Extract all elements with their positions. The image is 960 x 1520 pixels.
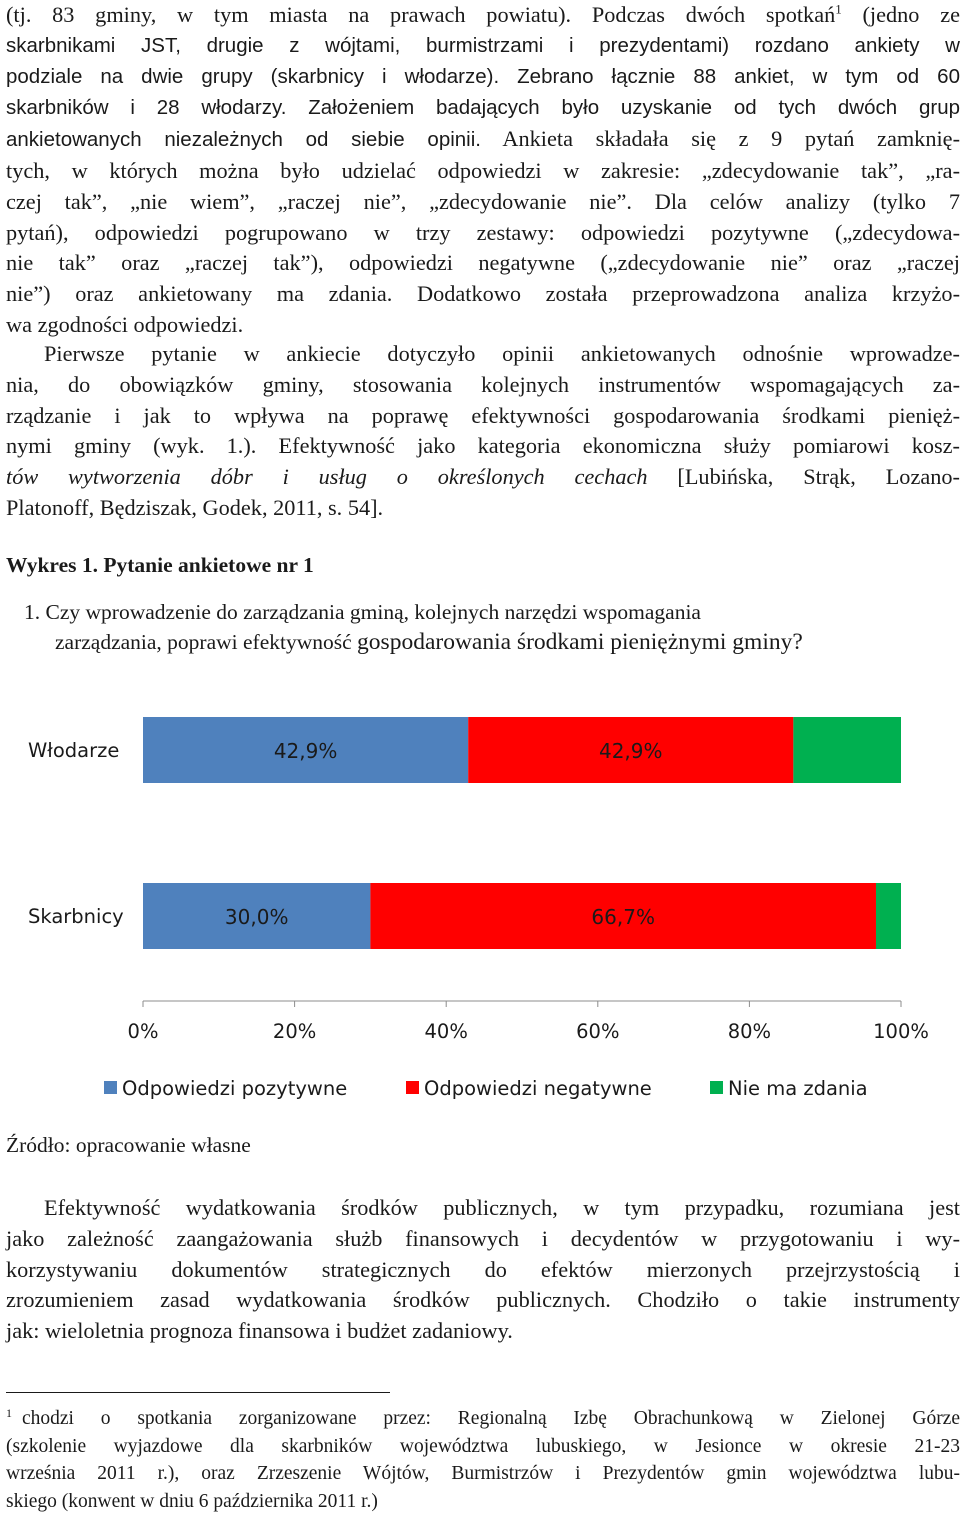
- efficiency-paragraph: [6, 1193, 960, 1347]
- x-tick-label: 20%: [272, 1020, 317, 1043]
- survey-question-line2: zarządzania, poprawi efektywność gospodarowania środkami pieniężnymi gminy?: [55, 629, 803, 655]
- data-label: 30,0%: [224, 905, 289, 929]
- legend-swatch: [710, 1081, 723, 1094]
- data-label: 66,7%: [591, 905, 655, 929]
- bar-segment: [793, 717, 901, 783]
- x-tick-label: 60%: [576, 1020, 620, 1043]
- citation: Platonoff, Będziszak, Godek, 2011, s. 54].: [6, 494, 384, 520]
- paragraph-line: Efektywność wydatkowania środków publicznych, w tym przypadku, rozumiana jest: [44, 1195, 960, 1220]
- legend-label: Odpowiedzi pozytywne: [122, 1077, 348, 1100]
- category-label: Skarbnicy: [28, 905, 124, 928]
- footnote-line: chodzi o spotkania zorganizowane przez: Regionalną Izbę Obrachunkową w Zielonej Górze: [22, 1408, 960, 1429]
- legend-swatch: [406, 1081, 419, 1094]
- x-tick-label: 40%: [424, 1020, 468, 1043]
- intro-line: pytań), odpowiedzi pogrupowano w trzy zestawy: odpowiedzi pozytywne („zdecydowa-: [6, 219, 960, 245]
- intro-line: Założeniem badających było uzyskanie od tych dwóch grup: [286, 96, 960, 120]
- intro-line: czej tak”, „nie wiem”, „raczej nie”, „zdecydowanie nie”. Dla celów analizy (tylko 7: [6, 188, 960, 214]
- footnote-number: 1: [6, 1405, 12, 1420]
- intro-line: wa zgodności odpowiedzi.: [6, 311, 244, 337]
- x-tick-label: 80%: [727, 1020, 772, 1043]
- legend-label: Nie ma zdania: [728, 1077, 868, 1100]
- x-tick-label: 0%: [127, 1020, 159, 1043]
- paragraph-line: nia, do obowiązków gminy, stosowania kolejnych instrumentów wspomagających za-: [6, 371, 960, 397]
- intro-line: podziale na dwie grupy (skarbnicy i włodarze). Zebrano łącznie 88 ankiet, w tym od 60: [6, 64, 960, 88]
- category-label: Włodarze: [28, 739, 120, 762]
- paragraph-line: rządzanie i jak to wpływa na poprawę efektywności gospodarowania środkami pienięż-: [6, 402, 960, 428]
- paragraph-line: jak: wieloletnia prognoza finansowa i budżet zadaniowy.: [6, 1318, 513, 1344]
- paragraph-line: zrozumieniem zasad wydatkowania środków publicznych. Chodziło o takie instrumenty: [6, 1287, 960, 1313]
- citation: [Lubińska, Strąk, Lozano-: [647, 464, 960, 490]
- stacked-bar-chart: [0, 660, 960, 1120]
- intro-line: (tj. 83 gminy, w tym miasta na prawach powiatu). Podczas dwóch spotkań: [6, 2, 836, 27]
- bar-segment: [876, 883, 901, 949]
- paragraph-line: jako zależność zaangażowania służb finansowych i decydentów w przygotowaniu i wy-: [6, 1225, 960, 1251]
- footnote-ref[interactable]: 1: [835, 1, 842, 17]
- intro-line: (jedno ze: [841, 2, 960, 27]
- intro-paragraph: [6, 0, 960, 341]
- intro-line: tych, w których można było udzielać odpowiedzi w zakresie: „zdecydowanie tak”, „ra-: [6, 157, 960, 183]
- legend-swatch: [104, 1081, 117, 1094]
- footnote-separator: [6, 1392, 390, 1393]
- intro-line: nie tak” oraz „raczej tak”), odpowiedzi negatywne („zdecydowanie nie” oraz „raczej: [6, 250, 960, 276]
- footnote-line: września 2011 r.), oraz Zrzeszenie Wójtów, Burmistrzów i Prezydentów gmin województwa lubu-: [6, 1463, 960, 1484]
- intro-line: skarbników i 28 włodarzy.: [6, 96, 287, 120]
- footnote: [6, 1405, 960, 1515]
- footnote-line: (szkolenie wyjazdowe dla skarbników województwa lubuskiego, w Jesionce w okresie 21-23: [6, 1435, 960, 1457]
- paragraph-line: Pierwsze pytanie w ankiecie dotyczyło opinii ankietowanych odnośnie wprowadze-: [44, 341, 960, 366]
- intro-line: ankietowanych niezależnych od siebie opinii.: [6, 128, 481, 152]
- definition-quote: tów wytworzenia dóbr i usług o określonych cechach: [6, 464, 648, 490]
- paragraph-line: nymi gminy (wyk. 1.). Efektywność jako kategoria ekonomiczna służy pomiarowi kosz-: [6, 433, 960, 459]
- data-label: 42,9%: [598, 739, 663, 763]
- footnote-line: skiego (konwent w dniu 6 października 2011 r.): [6, 1490, 378, 1512]
- survey-question-line1: 1. Czy wprowadzenie do zarządzania gminą, kolejnych narzędzi wspomagania: [24, 600, 701, 624]
- intro-line: Ankieta składała się z 9 pytań zamknię-: [481, 126, 960, 152]
- paragraph-line: korzystywaniu dokumentów strategicznych do efektów mierzonych przejrzystością i: [6, 1256, 960, 1282]
- intro-line: skarbnikami JST, drugie z wójtami, burmistrzami i prezydentami) rozdano ankiety w: [6, 33, 960, 57]
- data-label: 42,9%: [273, 739, 338, 763]
- figure-source: Źródło: opracowanie własne: [6, 1133, 251, 1157]
- legend-label: Odpowiedzi negatywne: [424, 1077, 652, 1100]
- intro-line: nie”) oraz ankietowany ma zdania. Dodatkowo została przeprowadzona analiza krzyżo-: [6, 281, 960, 307]
- x-tick-label: 100%: [873, 1020, 929, 1043]
- question-paragraph: [6, 339, 960, 524]
- figure-title: Wykres 1. Pytanie ankietowe nr 1: [6, 553, 314, 577]
